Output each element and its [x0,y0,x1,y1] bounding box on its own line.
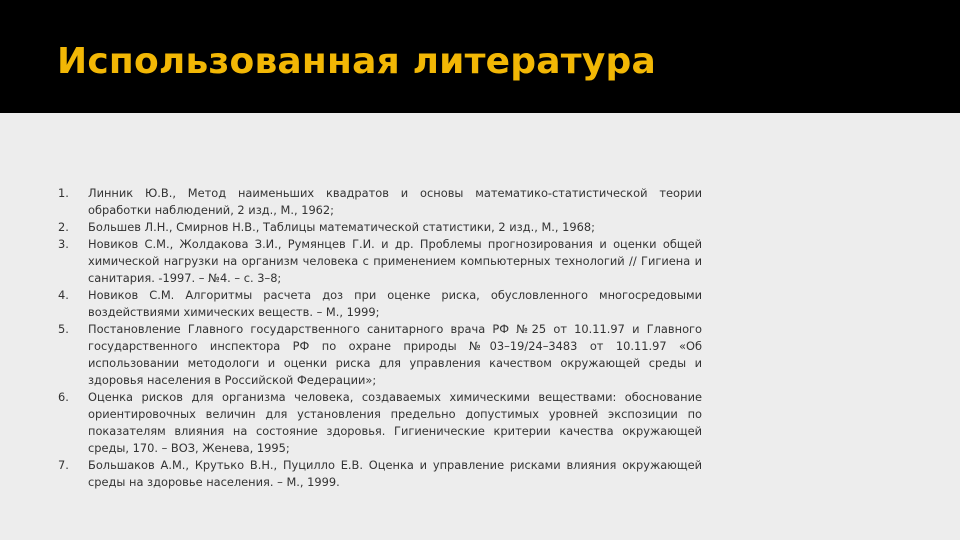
reference-item [58,457,702,491]
reference-item [58,321,702,389]
reference-text: Оценка рисков для организма человека, создаваемых химическими веществами: обоснование ориентировочных величин для установления предельно допустимых уровней экспозиции по показателям влияния на состояние здоровья. Гигиенические критерии качества окружающей среды, 170. – ВОЗ, Женева, 1995; [88,390,702,455]
reference-text: Постановление Главного государственного санитарного врача РФ №25 от 10.11.97 и Главного государственного инспектора РФ по охране природы №03–19/24–3483 от 10.11.97 «Об использовании методологи и оценки риска для управления качеством окружающей среды и здоровья населения в Российской Федерации»; [88,322,702,387]
slide-title: Использованная литература [57,41,656,82]
reference-number: 4. [58,288,69,302]
reference-number: 5. [58,322,69,336]
content-area [0,113,960,540]
reference-text: Линник Ю.В., Метод наименьших квадратов и основы математико-статистической теории обработки наблюдений, 2 изд., М., 1962; [88,186,702,217]
reference-number: 1. [58,186,69,200]
reference-text: Новиков С.М. Алгоритмы расчета доз при оценке риска, обусловленного многосредовыми воздействиями химических веществ. – М., 1999; [88,288,702,319]
reference-text: Новиков С.М., Жолдакова З.И., Румянцев Г.И. и др. Проблемы прогнозирования и оценки общей химической нагрузки на организм человека с применением компьютерных технологий // Гигиена и санитария. -1997. – №4. – с. 3–8; [88,237,702,285]
reference-list [58,185,702,491]
reference-item [58,389,702,457]
reference-item [58,287,702,321]
reference-item [58,236,702,287]
reference-number: 6. [58,390,69,404]
reference-number: 7. [58,458,69,472]
reference-text: Большев Л.Н., Смирнов Н.В., Таблицы математической статистики, 2 изд., М., 1968; [88,220,595,234]
title-band [0,0,960,113]
reference-text: Большаков А.М., Крутько В.Н., Пуцилло Е.В. Оценка и управление рисками влияния окружающей среды на здоровье населения. – М., 1999. [88,458,702,489]
reference-number: 2. [58,220,69,234]
reference-item [58,185,702,219]
reference-item [58,219,702,236]
reference-number: 3. [58,237,69,251]
